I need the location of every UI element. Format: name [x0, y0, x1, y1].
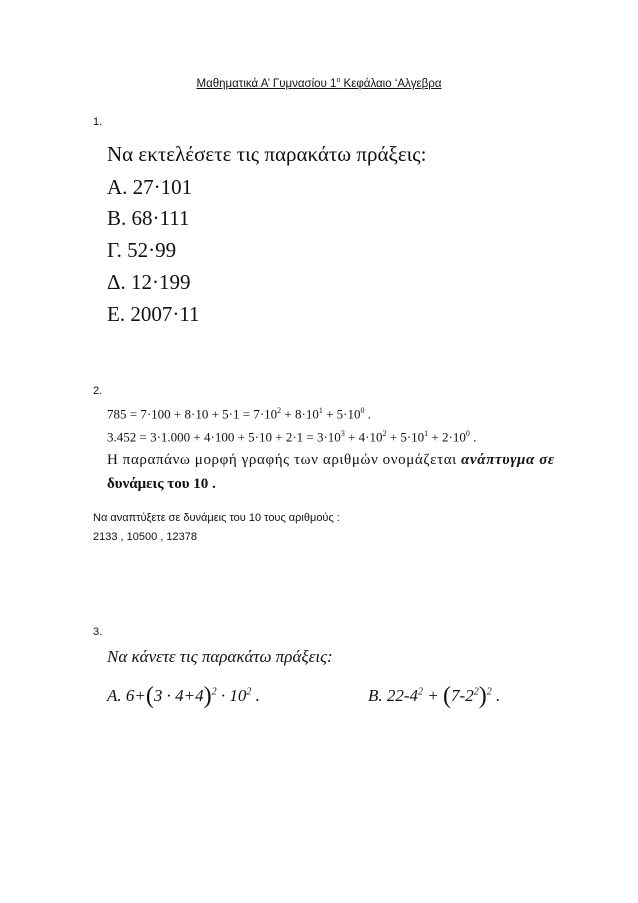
question-3-title: Να κάνετε τις παρακάτω πράξεις: [107, 647, 333, 666]
exponent: 2 [246, 686, 252, 698]
expr-part: . [251, 686, 260, 705]
definition-term: ανάπτυγμα σε [461, 452, 555, 468]
question-3-item-b [368, 683, 500, 710]
expr-part: . [364, 406, 371, 422]
expr-part: + 2·10 [428, 429, 466, 445]
expr-part: + [423, 686, 444, 705]
exponent: 0 [360, 406, 365, 415]
expr-part: 785 = 7·100 + 8·10 + 5·1 = 7·10 [107, 406, 278, 422]
question-1-item-b: Β. 68·111 [107, 206, 190, 230]
expr-part: 7-2 [451, 686, 474, 705]
exponent: 3 [340, 429, 345, 438]
expr-part: + 4·10 [344, 429, 383, 445]
paren: ) [203, 683, 212, 709]
expr-part: Α. 6+ [107, 686, 146, 705]
exponent: 2 [382, 429, 387, 438]
question-2-instruction: Να αναπτύξετε σε δυνάμεις του 10 τους αριθμούς : [93, 512, 340, 524]
expr-part: + 5·10 [322, 406, 361, 422]
expansion-example-3452 [107, 429, 476, 445]
expr-part: · 10 [216, 686, 247, 705]
question-1-item-c: Γ. 52·99 [107, 238, 177, 262]
definition-text: Η παραπάνω μορφή γραφής των αριθμών ονομάζεται [107, 452, 462, 468]
expr-part: . [491, 686, 501, 705]
expr-part: + 5·10 [386, 429, 425, 445]
expansion-example-785 [107, 406, 371, 422]
page-title [0, 77, 638, 90]
question-1-item-e: Ε. 2007·11 [107, 302, 200, 326]
question-1-number: 1. [93, 116, 103, 128]
title-main: Μαθηματικά Α’ Γυμνασίου 1 [196, 77, 337, 90]
definition-period: . [208, 476, 216, 492]
expr-part: 3 · 4+4 [153, 686, 204, 705]
exponent: 2 [486, 686, 492, 698]
title-rest: Κεφάλαιο ‘Αλγεβρα [340, 77, 442, 90]
exponent: 2 [473, 686, 479, 698]
paren: ( [145, 683, 154, 709]
exponent: 1 [424, 429, 429, 438]
expr-part: 3.452 = 3·1.000 + 4·100 + 5·10 + 2·1 = 3·10 [107, 429, 341, 445]
paren: ) [478, 683, 487, 709]
question-1-item-d: Δ. 12·199 [107, 270, 191, 294]
exponent: 0 [465, 429, 470, 438]
definition-term-rest: δυνάμεις του 10 [107, 476, 209, 492]
question-3-item-a [107, 683, 260, 710]
exponent: 1 [318, 406, 323, 415]
exponent: 2 [418, 686, 424, 698]
expr-part: + 8·10 [281, 406, 319, 422]
title-sup: ο [336, 77, 341, 84]
expr-part: . [469, 429, 477, 445]
expr-part: Β. 22-4 [368, 686, 419, 705]
question-1-title: Να εκτελέσετε τις παρακάτω πράξεις: [107, 142, 427, 166]
paren: ( [443, 683, 452, 709]
exponent: 2 [277, 406, 282, 415]
exponent: 2 [211, 686, 217, 698]
question-2-number: 2. [93, 385, 103, 397]
expansion-definition-text [107, 452, 555, 469]
expansion-definition-term-end [107, 476, 216, 493]
question-3-number: 3. [93, 626, 103, 638]
question-2-numbers: 2133 , 10500 , 12378 [93, 531, 197, 543]
question-1-item-a: Α. 27·101 [107, 175, 193, 199]
